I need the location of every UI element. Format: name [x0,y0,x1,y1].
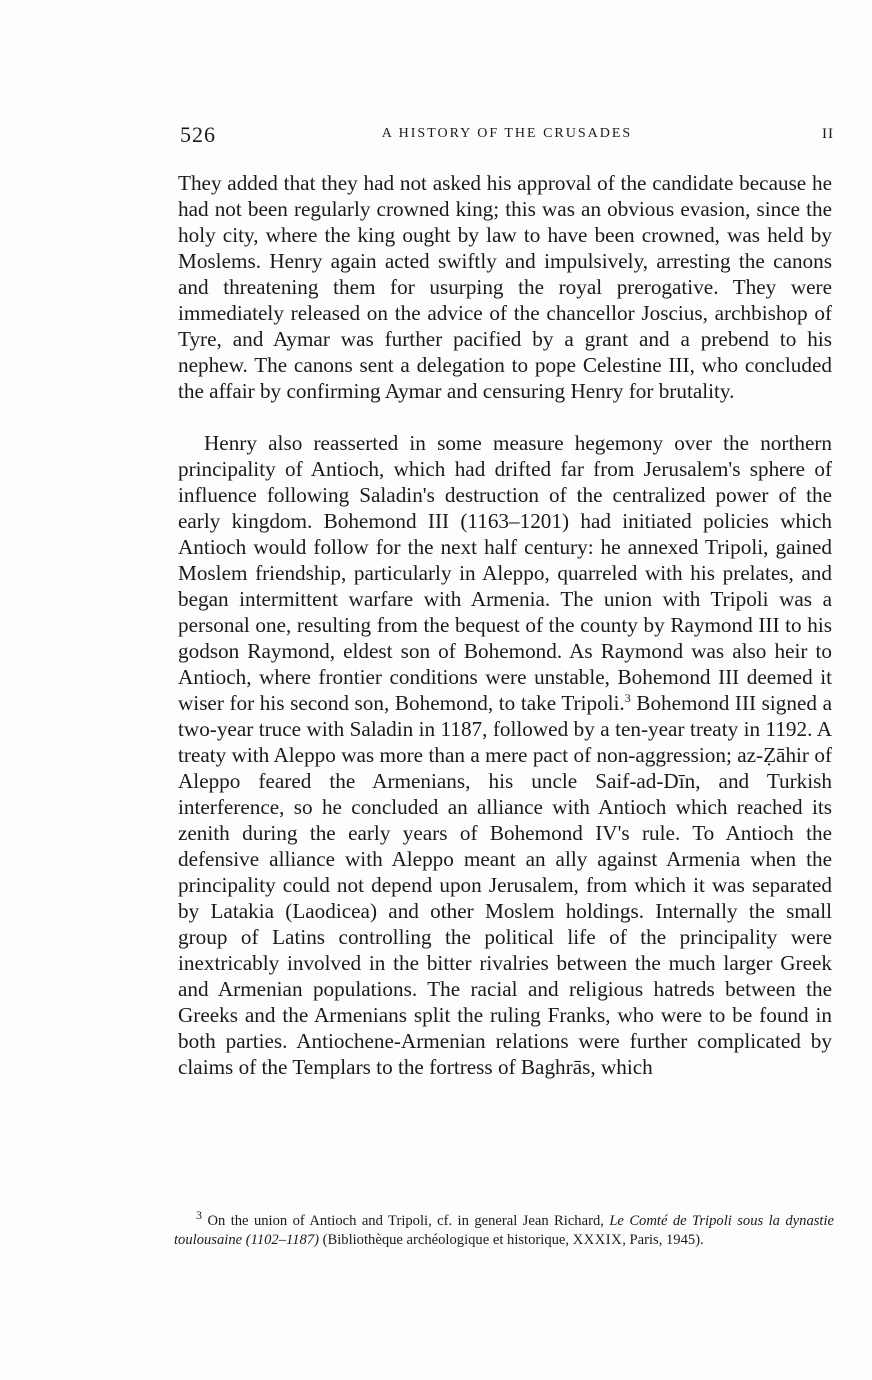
footnote-number: 3 [196,1208,202,1223]
footnote [174,1208,835,1250]
body-text [178,170,832,1080]
chapter-number: II [822,126,834,142]
paragraph-text-part-2: Bohemond III signed a two-year truce with Saladin in 1187, followed by a ten-year treaty in 1192. A treaty with Aleppo was more than a mere pact of non-aggression; az-Ẓāhir of Aleppo feared the Armenians, his uncle Saif-ad-Dīn, and Turkish interference, so he concluded an alliance with Antioch which reached its zenith during the early years of Bohemond IV's rule. To Antioch the defensive alliance with Aleppo meant an ally against Armenia when the principality could not depend upon Jerusalem, from which it was separated by Latakia (Laodicea) and other Moslem holdings. Internally the small group of Latins controlling the political life of the principality were inextricably involved in the bitter rivalries between the much larger Greek and Armenian populations. The racial and religious hatreds between the Greeks and the Armenians split the ruling Franks, who were to be found in both parties. Antiochene-Armenian relations were further complicated by claims of the Templars to the fortress of Baghrās, which [178,691,832,1079]
footnote-text-c: , Paris, 1945). [622,1232,704,1248]
paragraph-continuation: They added that they had not asked his approval of the candidate because he had not been regularly crowned king; this was an obvious evasion, since the holy city, where the king ought by law to have been crowned, was held by Moslems. Henry again acted swiftly and impulsively, arresting the canons and threatening them for usurping the royal prerogative. They were immediately released on the advice of the chancellor Joscius, archbishop of Tyre, and Aymar was further pacified by a grant and a prebend to his nephew. The canons sent a delegation to pope Celestine III, who concluded the affair by confirming Aymar and censuring Henry for brutality. [178,171,832,403]
footnote-text-a: On the union of Antioch and Tripoli, cf. in general Jean Richard, [207,1213,610,1229]
paragraph-antioch [178,430,832,1080]
footnote-volume: XXXIX [572,1232,623,1248]
running-title: A HISTORY OF THE CRUSADES [381,126,633,141]
footnote-text-b: (Bibliothèque archéologique et historique, [318,1232,573,1248]
paragraph-text-part-1: Henry also reasserted in some measure hegemony over the northern principality of Antioch, which had drifted far from Jerusalem's sphere of influence following Saladin's destruction of the centralized power of the early kingdom. Bohemond III (1163–1201) had initiated policies which Antioch would follow for the next half century: he annexed Tripoli, gained Moslem friendship, particularly in Aleppo, quarreled with his prelates, and began intermittent warfare with Armenia. The union with Tripoli was a personal one, resulting from the bequest of the county by Raymond III to his godson Raymond, eldest son of Bohemond. As Raymond was also heir to Antioch, where frontier conditions were unstable, Bohemond III deemed it wiser for his second son, Bohemond, to take Tripoli. [178,431,832,715]
footnote-reference[interactable]: 3 [624,690,631,705]
running-head [180,122,834,150]
page-number: 526 [180,122,216,147]
footnote-book-title: Le Comté de Tripoli sous la dynastie toulousaine (1102–1187) [174,1213,835,1248]
